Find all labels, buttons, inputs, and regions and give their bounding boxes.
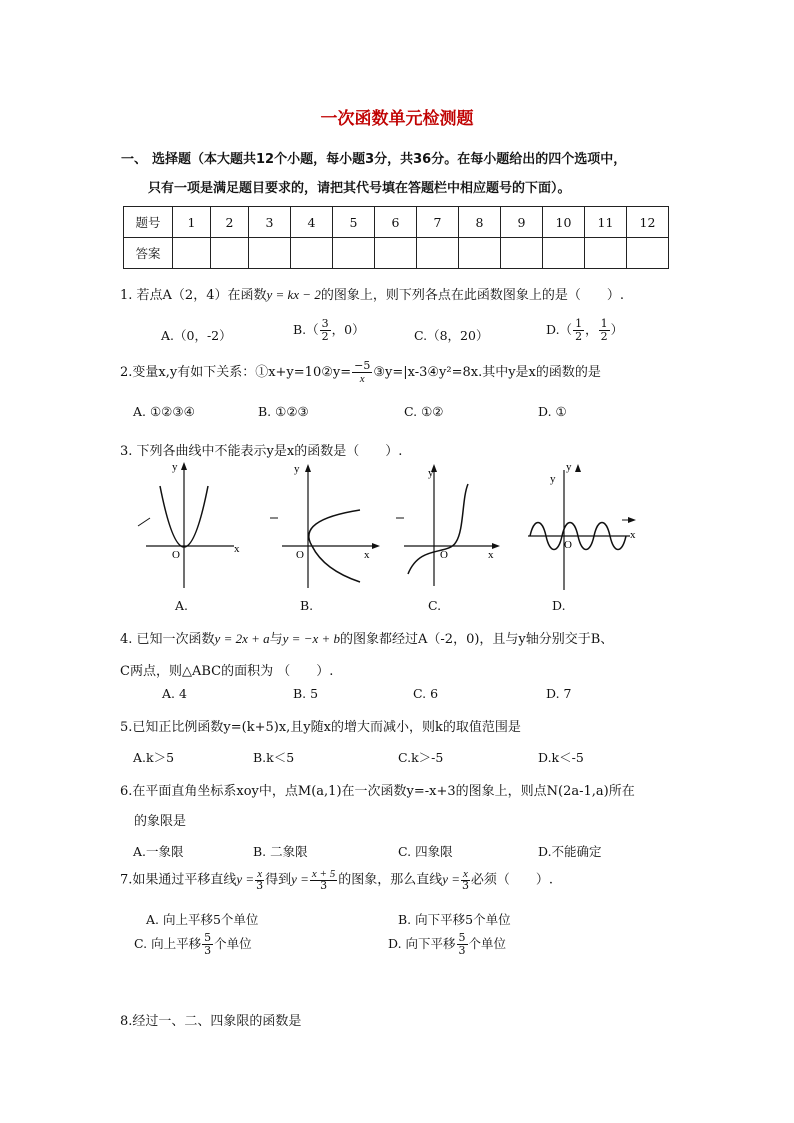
answer-cell[interactable] bbox=[291, 238, 333, 269]
question-7-text-b: 得到 bbox=[265, 872, 292, 888]
question-number-cell: 7 bbox=[417, 207, 459, 238]
arrow-icon bbox=[575, 464, 581, 472]
arrow-icon bbox=[372, 543, 380, 549]
graph-d-label: D. bbox=[552, 598, 566, 613]
axis-y-label: y bbox=[566, 461, 572, 473]
q7-option-c bbox=[134, 932, 252, 957]
q5-option-b: B.k＜5 bbox=[253, 750, 295, 765]
question-5: 5.已知正比例函数y=(k+5)x,且y随x的增大而减小，则k的取值范围是 bbox=[120, 720, 521, 735]
question-number-cell: 9 bbox=[501, 207, 543, 238]
question-3: 3. 下列各曲线中不能表示y是x的函数是（ ）. bbox=[120, 444, 403, 459]
question-1-formula: y = kx − 2 bbox=[266, 287, 321, 302]
fraction bbox=[457, 932, 468, 957]
question-1-text-b: 的图象上，则下列各点在此函数图象上的是（ ）. bbox=[320, 288, 624, 303]
answer-cell[interactable] bbox=[417, 238, 459, 269]
q7-option-d-prefix: D. 向下平移 bbox=[388, 936, 456, 951]
fraction-numerator: x bbox=[463, 868, 468, 880]
q1-option-b-prefix: B.（ bbox=[293, 322, 319, 337]
question-7-text-d: 必须（ ）. bbox=[470, 872, 554, 888]
question-4-text-a: 4. 已知一次函数 bbox=[120, 632, 215, 647]
q4-option-c: C. 6 bbox=[413, 686, 439, 701]
q7-option-d bbox=[388, 932, 506, 957]
question-6-line1: 6.在平面直角坐标系xoy中，点M(a,1)在一次函数y=-x+3的图象上，则点N(2a-1,a)所在 bbox=[120, 784, 635, 799]
answer-cell[interactable] bbox=[501, 238, 543, 269]
question-7-text-c: 的图象，那么直线 bbox=[338, 872, 443, 888]
q7-option-b: B. 向下平移5个单位 bbox=[398, 912, 511, 927]
axis-y-label: y bbox=[294, 463, 300, 475]
origin-label: O bbox=[440, 549, 448, 561]
fraction bbox=[255, 868, 264, 892]
question-number-cell: 8 bbox=[459, 207, 501, 238]
q4-option-a: A. 4 bbox=[162, 686, 187, 701]
fraction-denominator: 3 bbox=[320, 879, 328, 892]
fraction bbox=[573, 318, 584, 343]
graph-a bbox=[132, 458, 244, 594]
axis-y-label: y bbox=[172, 461, 178, 473]
q2-option-b: B. ①②③ bbox=[258, 404, 309, 419]
table-row bbox=[124, 207, 669, 238]
fraction-denominator: 2 bbox=[600, 330, 608, 343]
question-number-cell: 11 bbox=[585, 207, 627, 238]
q6-option-d: D.不能确定 bbox=[538, 844, 602, 859]
q4-option-b: B. 5 bbox=[293, 686, 319, 701]
question-6-line2: 的象限是 bbox=[134, 814, 187, 829]
fraction-numerator: 5 bbox=[204, 931, 212, 944]
fraction bbox=[202, 932, 213, 957]
axis-x-label: x bbox=[630, 529, 636, 541]
fraction-numerator: x + 5 bbox=[311, 868, 336, 880]
table-row bbox=[124, 238, 669, 269]
question-8: 8.经过一、二、四象限的函数是 bbox=[120, 1014, 302, 1029]
graph-c-label: C. bbox=[428, 598, 442, 613]
question-number-cell: 5 bbox=[333, 207, 375, 238]
q1-option-d-prefix: D.（ bbox=[546, 322, 573, 337]
q7-option-c-prefix: C. 向上平移 bbox=[134, 936, 202, 951]
fraction-numerator: 3 bbox=[321, 317, 329, 330]
question-4-text-b: 与 bbox=[269, 632, 283, 647]
answer-cell[interactable] bbox=[585, 238, 627, 269]
question-1 bbox=[120, 284, 624, 303]
fraction bbox=[352, 360, 372, 385]
q1-option-d-sep: ， bbox=[585, 322, 598, 337]
fraction-denominator: 3 bbox=[458, 944, 466, 957]
q1-option-d-suffix: ） bbox=[610, 322, 624, 337]
answer-cell[interactable] bbox=[333, 238, 375, 269]
fraction bbox=[310, 868, 337, 892]
q5-option-a: A.k＞5 bbox=[133, 750, 175, 765]
question-7-text-a: 7.如果通过平移直线 bbox=[120, 872, 237, 888]
question-number-cell: 10 bbox=[543, 207, 585, 238]
question-number-cell: 3 bbox=[249, 207, 291, 238]
fraction-denominator: 3 bbox=[461, 879, 469, 892]
question-2-text-b: ③y=|x-3④y²=8x.其中y是x的函数的是 bbox=[373, 365, 601, 380]
fraction-denominator: 3 bbox=[256, 879, 264, 892]
fraction-numerator: 1 bbox=[600, 317, 608, 330]
fraction-numerator: −5 bbox=[354, 359, 371, 372]
arrow-icon bbox=[181, 462, 187, 470]
answer-cell[interactable] bbox=[459, 238, 501, 269]
graph-a-label: A. bbox=[175, 598, 189, 613]
q5-option-d: D.k＜-5 bbox=[538, 750, 584, 765]
question-number-cell: 12 bbox=[627, 207, 669, 238]
graph-b-label: B. bbox=[300, 598, 314, 613]
question-4-formula-1: y = 2x + a bbox=[214, 631, 270, 646]
fraction bbox=[320, 318, 331, 343]
page-title: 一次函数单元检测题 bbox=[320, 109, 474, 129]
fraction-numerator: 1 bbox=[575, 317, 583, 330]
question-number-cell: 1 bbox=[173, 207, 211, 238]
question-number-cell: 4 bbox=[291, 207, 333, 238]
q2-option-c: C. ①② bbox=[404, 404, 444, 419]
fraction-denominator: 2 bbox=[321, 330, 329, 343]
question-4-text-c: 的图象都经过A（-2，0)，且与y轴分别交于B、 bbox=[340, 632, 614, 647]
question-4-line1 bbox=[120, 628, 613, 647]
fraction bbox=[599, 318, 610, 343]
tick-mark bbox=[138, 518, 150, 526]
q5-option-c: C.k＞-5 bbox=[398, 750, 444, 765]
answer-cell[interactable] bbox=[543, 238, 585, 269]
section-number: 一、 bbox=[121, 152, 148, 167]
fraction-numerator: 5 bbox=[458, 931, 466, 944]
q7-option-c-suffix: 个单位 bbox=[214, 936, 252, 951]
fraction-denominator: x bbox=[359, 373, 365, 385]
section-instructions-line1: 选择题（本大题共12个小题，每小题3分，共36分。在每小题给出的四个选项中， bbox=[152, 152, 627, 167]
answer-cell[interactable] bbox=[249, 238, 291, 269]
q7-option-a: A. 向上平移5个单位 bbox=[146, 912, 259, 927]
question-1-text-a: 1. 若点A（2，4）在函数 bbox=[120, 288, 267, 303]
answer-cell[interactable] bbox=[173, 238, 211, 269]
fraction-denominator: 3 bbox=[204, 944, 212, 957]
q2-option-a: A. ①②③④ bbox=[133, 404, 195, 419]
question-7-y-label: y = bbox=[291, 871, 309, 887]
fraction bbox=[461, 868, 470, 892]
question-7 bbox=[120, 868, 553, 892]
arrow-icon bbox=[305, 464, 311, 472]
fraction-denominator: 2 bbox=[575, 330, 583, 343]
graph-b bbox=[268, 458, 380, 594]
q6-option-c: C. 四象限 bbox=[398, 844, 453, 859]
q4-option-d: D. 7 bbox=[546, 686, 572, 701]
axis-x-label: x bbox=[234, 543, 240, 555]
question-7-y-label: y = bbox=[442, 871, 461, 887]
question-7-y-label: y = bbox=[236, 871, 255, 887]
fraction-numerator: x bbox=[257, 868, 263, 880]
row-label-answer: 答案 bbox=[124, 238, 173, 269]
q1-option-b-suffix: ，0） bbox=[331, 322, 365, 337]
answer-table bbox=[123, 206, 669, 269]
answer-cell[interactable] bbox=[211, 238, 249, 269]
question-4-line2: C两点，则△ABC的面积为 （ ）. bbox=[120, 664, 334, 679]
q7-option-d-suffix: 个单位 bbox=[468, 936, 507, 951]
row-label-number: 题号 bbox=[124, 207, 173, 238]
question-4-formula-2: y = −x + b bbox=[282, 631, 341, 646]
question-2-text-a: 2.变量x,y有如下关系：①x+y=10②y= bbox=[120, 365, 352, 380]
axis-y-label: y bbox=[550, 473, 556, 485]
question-number-cell: 6 bbox=[375, 207, 417, 238]
question-number-cell: 2 bbox=[211, 207, 249, 238]
q1-option-c: C.（8，20） bbox=[414, 328, 489, 343]
graph-c bbox=[394, 458, 506, 594]
origin-label: O bbox=[564, 539, 572, 551]
section-instructions-line2: 只有一项是满足题目要求的，请把其代号填在答题栏中相应题号的下面）。 bbox=[148, 181, 571, 196]
q1-option-a: A.（0，-2） bbox=[161, 328, 232, 343]
axis-y-label: y bbox=[428, 467, 434, 479]
answer-cell[interactable] bbox=[375, 238, 417, 269]
q1-option-d bbox=[546, 318, 623, 343]
cubic-curve bbox=[408, 484, 468, 574]
q6-option-b: B. 二象限 bbox=[253, 844, 308, 859]
axis-x-label: x bbox=[488, 549, 494, 561]
axis-x-label: x bbox=[364, 549, 370, 561]
graph-d bbox=[526, 458, 642, 594]
q6-option-a: A.一象限 bbox=[133, 844, 184, 859]
q1-option-b bbox=[293, 318, 365, 343]
origin-label: O bbox=[172, 549, 180, 561]
q2-option-d: D. ① bbox=[538, 404, 567, 419]
answer-cell[interactable] bbox=[627, 238, 669, 269]
question-2 bbox=[120, 360, 601, 385]
origin-label: O bbox=[296, 549, 304, 561]
